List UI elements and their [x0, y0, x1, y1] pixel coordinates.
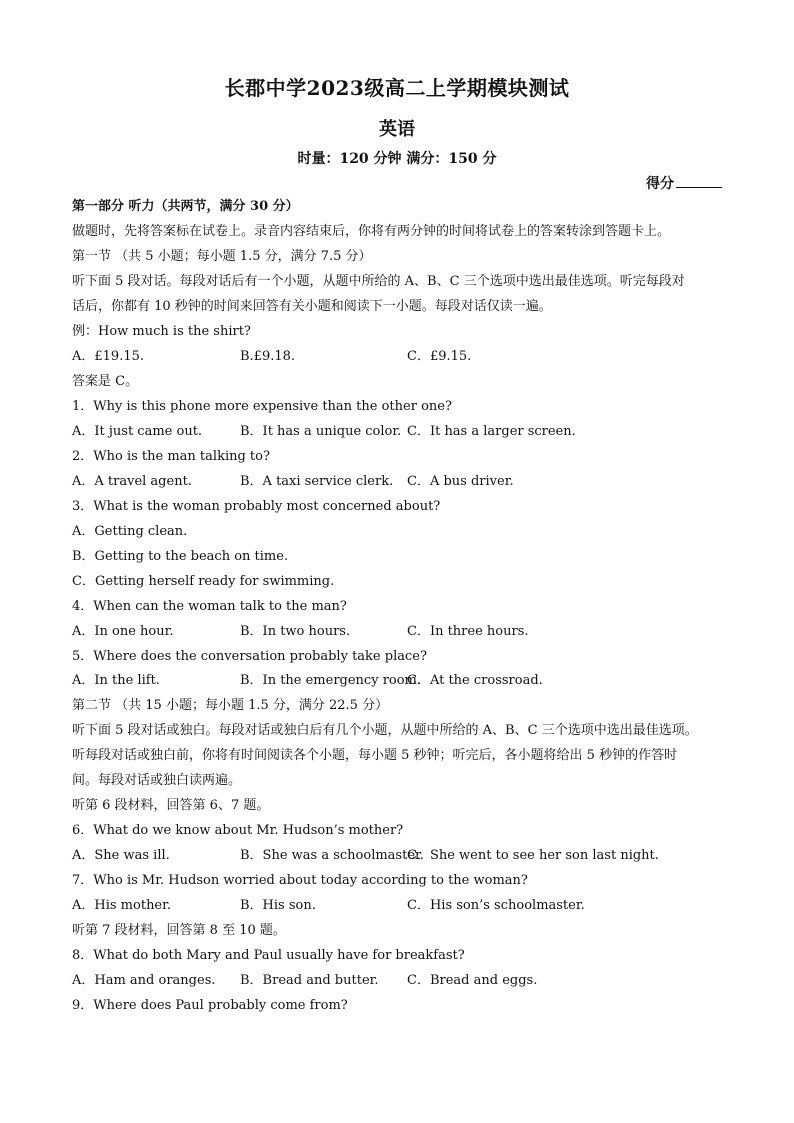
- q3-option-a: A．Getting clean.: [72, 524, 188, 539]
- question-4: 4．When can the woman talk to the man?: [72, 599, 347, 614]
- q8-option-c: C．Bread and eggs.: [407, 973, 538, 988]
- q4-option-c: C．In three hours.: [407, 624, 529, 639]
- q4-option-a: A．In one hour.: [72, 624, 174, 639]
- q5-option-c: C．At the crossroad.: [407, 673, 543, 688]
- example-option-c: C．£9.15.: [407, 349, 472, 364]
- example-question: 例：How much is the shirt?: [72, 324, 251, 339]
- material-7-note: 听第 7 段材料，回答第 8 至 10 题。: [72, 923, 286, 938]
- time-and-score-info: 时量：120 分钟 满分：150 分: [297, 151, 497, 167]
- section2-instruction-1: 听下面 5 段对话或独白。每段对话或独白后有几个小题，从题中所给的 A、B、C 三个选项中选出最佳选项。: [72, 723, 698, 738]
- q2-option-a: A．A travel agent.: [72, 474, 192, 489]
- example-option-b: B.£9.18.: [240, 349, 296, 364]
- q6-option-a: A．She was ill.: [72, 848, 170, 863]
- part1-instruction: 做题时，先将答案标在试卷上。录音内容结束后，你将有两分钟的时间将试卷上的答案转涂到答题卡上。: [72, 224, 671, 239]
- q1-option-a: A．It just came out.: [72, 424, 203, 439]
- q8-option-a: A．Ham and oranges.: [72, 973, 216, 988]
- question-7: 7．Who is Mr. Hudson worried about today according to the woman?: [72, 873, 528, 888]
- section2-instruction-2: 听每段对话或独白前，你将有时间阅读各个小题，每小题 5 秒钟；听完后，各小题将给出 5 秒钟的作答时: [72, 748, 678, 763]
- q8-option-b: B．Bread and butter.: [240, 973, 379, 988]
- exam-title: 长郡中学2023级高二上学期模块测试: [224, 76, 570, 100]
- question-5: 5．Where does the conversation probably take place?: [72, 649, 427, 664]
- q5-option-b: B．In the emergency room.: [240, 673, 422, 688]
- q1-option-b: B．It has a unique color.: [240, 424, 402, 439]
- q7-option-c: C．His son’s schoolmaster.: [407, 898, 585, 913]
- question-9: 9．Where does Paul probably come from?: [72, 998, 348, 1013]
- q6-option-b: B．She was a schoolmaster.: [240, 848, 424, 863]
- q4-option-b: B．In two hours.: [240, 624, 351, 639]
- example-option-a: A．£19.15.: [72, 349, 145, 364]
- section1-heading: 第一节 （共 5 小题；每小题 1.5 分，满分 7.5 分）: [72, 249, 372, 264]
- q7-option-b: B．His son.: [240, 898, 316, 913]
- q6-option-c: C．She went to see her son last night.: [407, 848, 659, 863]
- section1-instruction-2: 话后，你都有 10 秒钟的时间来回答有关小题和阅读下一小题。每段对话仅读一遍。: [72, 299, 552, 314]
- q3-option-c: C．Getting herself ready for swimming.: [72, 574, 335, 589]
- section1-instruction-1: 听下面 5 段对话。每段对话后有一个小题，从题中所给的 A、B、C 三个选项中选出最佳选项。听完每段对: [72, 274, 685, 289]
- score-blank[interactable]: [676, 173, 722, 188]
- section2-instruction-3: 间。每段对话或独白读两遍。: [72, 773, 242, 788]
- score-label: 得分: [646, 176, 674, 192]
- q7-option-a: A．His mother.: [72, 898, 172, 913]
- q5-option-a: A．In the lift.: [72, 673, 160, 688]
- subject-title: 英语: [379, 119, 415, 140]
- question-6: 6．What do we know about Mr. Hudson’s mother?: [72, 823, 404, 838]
- material-6-note: 听第 6 段材料，回答第 6、7 题。: [72, 798, 270, 813]
- question-8: 8．What do both Mary and Paul usually have for breakfast?: [72, 948, 465, 963]
- score-field: [646, 173, 722, 193]
- part1-heading: 第一部分 听力（共两节，满分 30 分）: [72, 199, 299, 214]
- question-3: 3．What is the woman probably most concerned about?: [72, 499, 441, 514]
- q3-option-b: B．Getting to the beach on time.: [72, 549, 289, 564]
- question-1: 1．Why is this phone more expensive than the other one?: [72, 399, 452, 414]
- q2-option-c: C．A bus driver.: [407, 474, 514, 489]
- section2-heading: 第二节 （共 15 小题；每小题 1.5 分，满分 22.5 分）: [72, 698, 389, 713]
- question-2: 2．Who is the man talking to?: [72, 449, 270, 464]
- q1-option-c: C．It has a larger screen.: [407, 424, 576, 439]
- example-answer: 答案是 C。: [72, 374, 139, 389]
- q2-option-b: B．A taxi service clerk.: [240, 474, 394, 489]
